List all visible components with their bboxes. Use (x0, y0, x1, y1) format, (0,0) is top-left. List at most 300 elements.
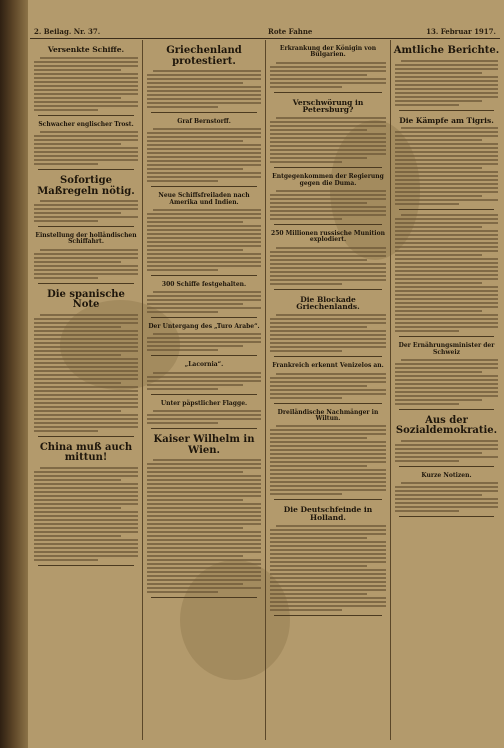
text-line (34, 414, 138, 416)
text-line (147, 531, 261, 533)
text-line (34, 515, 138, 517)
text-line (147, 168, 243, 170)
text-line (34, 253, 138, 255)
text-line (40, 467, 138, 469)
article-separator (151, 186, 257, 187)
article (393, 46, 500, 111)
article-body (270, 314, 386, 352)
article-separator (151, 394, 257, 395)
text-line (395, 391, 498, 393)
text-line (395, 395, 498, 397)
text-line (276, 117, 386, 119)
text-line (147, 94, 261, 96)
article (268, 46, 388, 93)
text-line (395, 183, 498, 185)
text-line (395, 175, 498, 177)
text-line (276, 62, 386, 64)
text-line (34, 410, 121, 412)
text-line (147, 539, 261, 541)
article-headline: Griechenland protestiert. (166, 45, 242, 67)
text-line (147, 295, 261, 297)
text-line (395, 286, 498, 288)
text-line (147, 575, 261, 577)
article-headline: Kurze Notizen. (421, 471, 472, 479)
text-line (147, 265, 261, 267)
text-line (34, 159, 138, 161)
text-line (34, 212, 121, 214)
text-line (395, 64, 498, 66)
text-line (395, 383, 498, 385)
text-line (276, 525, 386, 527)
text-line (270, 74, 367, 76)
text-line (395, 234, 498, 236)
text-line (34, 139, 138, 141)
text-line (395, 139, 482, 141)
text-line (395, 262, 498, 264)
text-line (34, 354, 121, 356)
text-line (147, 249, 243, 251)
text-line (147, 78, 261, 80)
text-line (270, 149, 386, 151)
text-line (395, 167, 482, 169)
text-line (395, 314, 498, 316)
text-line (34, 93, 138, 95)
text-line (147, 551, 261, 553)
article (393, 416, 500, 467)
text-line (34, 507, 121, 509)
article-headline: 300 Schiffe festgehalten. (161, 280, 247, 288)
text-line (34, 358, 138, 360)
text-line (270, 267, 386, 269)
text-line (34, 151, 138, 153)
text-line (34, 366, 138, 368)
article-headline: Dreiländische Nachmänger in Wiltun. (277, 408, 379, 422)
article-separator (399, 466, 494, 467)
text-line (147, 380, 261, 382)
text-line (34, 163, 98, 165)
article-body (395, 60, 498, 106)
text-line (395, 266, 498, 268)
text-line (395, 326, 498, 328)
article (268, 506, 388, 616)
text-line (34, 109, 98, 111)
article-separator (274, 92, 382, 93)
text-line (270, 445, 386, 447)
text-line (147, 106, 218, 108)
column-rule (142, 40, 143, 740)
article-headline: Einstellung der holländischen Schiffahrt. (35, 232, 137, 246)
article-separator (399, 209, 494, 210)
article (32, 290, 140, 437)
text-line (147, 535, 261, 537)
text-line (395, 246, 498, 248)
text-line (395, 254, 482, 256)
article-body (395, 127, 498, 205)
text-line (401, 440, 498, 442)
text-line (34, 551, 138, 553)
text-line (34, 269, 138, 271)
text-line (34, 147, 138, 149)
column-rule (265, 40, 266, 740)
text-line (270, 469, 386, 471)
text-line (147, 499, 243, 501)
text-line (34, 330, 138, 332)
text-line (270, 121, 386, 123)
text-line (34, 547, 138, 549)
text-line (147, 261, 261, 263)
text-line (270, 350, 342, 352)
article-body (270, 117, 386, 163)
text-line (270, 271, 386, 273)
text-line (270, 541, 386, 543)
article-headline: „Lacornia“. (184, 361, 224, 369)
text-line (395, 379, 498, 381)
text-line (153, 459, 261, 461)
text-line (147, 519, 261, 521)
text-line (34, 531, 138, 533)
text-line (270, 453, 386, 455)
text-line (147, 160, 261, 162)
text-line (395, 159, 498, 161)
text-line (270, 581, 386, 583)
text-line (34, 418, 138, 420)
article-separator (274, 224, 382, 225)
column-2 (145, 40, 263, 740)
text-line (395, 330, 459, 332)
text-line (395, 510, 459, 512)
text-line (276, 373, 386, 375)
text-line (395, 298, 498, 300)
text-line (147, 269, 218, 271)
text-line (270, 433, 386, 435)
text-line (270, 529, 386, 531)
text-line (270, 259, 367, 261)
article-body (34, 131, 138, 165)
text-line (147, 245, 261, 247)
text-line (270, 429, 386, 431)
text-line (147, 253, 261, 255)
text-line (395, 306, 498, 308)
text-line (395, 290, 498, 292)
text-line (270, 553, 386, 555)
text-line (395, 444, 498, 446)
text-line (270, 569, 386, 571)
text-line (153, 70, 261, 72)
text-line (395, 242, 498, 244)
text-line (34, 487, 138, 489)
text-line (270, 577, 386, 579)
article (393, 473, 500, 517)
text-line (34, 555, 138, 557)
article-body (147, 291, 261, 313)
text-line (395, 203, 459, 205)
text-line (34, 523, 138, 525)
text-line (270, 477, 386, 479)
text-line (147, 507, 261, 509)
article-headline: Sofortige Maßregeln nötig. (37, 175, 135, 197)
text-line (395, 92, 498, 94)
text-line (270, 605, 386, 607)
text-line (34, 265, 138, 267)
text-line (395, 88, 498, 90)
text-line (270, 218, 342, 220)
text-line (395, 506, 498, 508)
text-line (147, 475, 261, 477)
text-line (270, 545, 386, 547)
article-headline: Die Kämpfe am Tigris. (399, 115, 494, 125)
text-line (270, 275, 386, 277)
article (145, 282, 263, 318)
article (145, 362, 263, 394)
text-line (395, 147, 498, 149)
text-line (270, 82, 386, 84)
article-separator (399, 516, 494, 517)
text-line (270, 153, 386, 155)
text-line (147, 86, 261, 88)
text-line (395, 76, 498, 78)
text-line (270, 198, 386, 200)
text-line (270, 593, 367, 595)
text-line (270, 86, 342, 88)
text-line (270, 449, 386, 451)
text-line (34, 559, 98, 561)
article (32, 176, 140, 227)
text-line (401, 359, 498, 361)
issue-date: 13. Februar 1917. (426, 27, 496, 36)
text-line (270, 589, 386, 591)
text-line (270, 66, 386, 68)
article-separator (274, 499, 382, 500)
text-line (147, 491, 261, 493)
text-line (34, 539, 138, 541)
text-line (147, 233, 261, 235)
article-body (147, 459, 261, 593)
text-line (147, 543, 261, 545)
text-line (147, 559, 261, 561)
text-line (34, 394, 138, 396)
text-line (34, 378, 138, 380)
article-separator (38, 436, 134, 437)
text-line (395, 371, 482, 373)
text-line (270, 493, 342, 495)
text-line (395, 302, 498, 304)
text-line (147, 591, 218, 593)
text-line (147, 376, 261, 378)
article (145, 46, 263, 113)
text-line (395, 322, 498, 324)
text-line (270, 263, 386, 265)
text-line (147, 221, 243, 223)
text-line (147, 307, 261, 309)
article (145, 193, 263, 276)
text-line (34, 422, 138, 424)
text-line (34, 257, 138, 259)
text-line (34, 73, 138, 75)
article-body (34, 314, 138, 432)
article-body (395, 214, 498, 332)
text-line (147, 98, 261, 100)
article-body (270, 373, 386, 399)
text-line (395, 195, 482, 197)
text-line (34, 362, 138, 364)
article-headline: Verschwörung in Petersburg? (292, 97, 364, 115)
text-line (34, 479, 121, 481)
text-line (395, 452, 482, 454)
text-line (34, 81, 138, 83)
text-line (270, 338, 386, 340)
text-line (147, 349, 218, 351)
text-line (395, 230, 498, 232)
text-line (34, 535, 121, 537)
text-line (395, 100, 482, 102)
article (32, 46, 140, 116)
text-line (395, 498, 498, 500)
text-line (147, 563, 261, 565)
text-line (270, 609, 342, 611)
article-separator (38, 115, 134, 116)
text-line (270, 437, 367, 439)
text-line (395, 278, 498, 280)
article-separator (274, 615, 382, 616)
text-line (147, 229, 261, 231)
page-header (30, 26, 500, 39)
text-line (270, 537, 367, 539)
text-line (395, 187, 498, 189)
text-line (395, 318, 498, 320)
text-line (270, 202, 367, 204)
text-line (34, 483, 138, 485)
article (393, 214, 500, 337)
text-line (34, 406, 138, 408)
article-body (147, 410, 261, 424)
text-line (34, 527, 138, 529)
text-line (395, 143, 498, 145)
text-line (147, 515, 261, 517)
text-line (270, 573, 386, 575)
article (268, 296, 388, 358)
text-line (270, 441, 386, 443)
text-line (395, 363, 498, 365)
text-line (147, 583, 243, 585)
text-line (40, 249, 138, 251)
text-line (395, 191, 498, 193)
article (145, 324, 263, 356)
text-line (270, 157, 367, 159)
issue-number: 2. Beilag. Nr. 37. (34, 27, 101, 36)
text-line (270, 385, 367, 387)
text-line (34, 89, 138, 91)
text-line (395, 274, 498, 276)
text-line (147, 217, 261, 219)
text-line (147, 102, 261, 104)
article-separator (399, 409, 494, 410)
text-line (147, 345, 243, 347)
text-line (147, 567, 261, 569)
text-line (34, 398, 138, 400)
text-line (401, 482, 498, 484)
text-line (147, 237, 261, 239)
text-line (270, 133, 386, 135)
article-body (270, 62, 386, 88)
text-line (34, 386, 138, 388)
text-line (34, 471, 138, 473)
article-separator (151, 112, 257, 113)
text-line (147, 299, 261, 301)
text-line (270, 346, 386, 348)
text-line (147, 487, 261, 489)
article-headline: Unter päpstlicher Flagge. (160, 399, 248, 407)
text-line (270, 565, 367, 567)
text-line (147, 547, 261, 549)
article-headline: Amtliche Berichte. (393, 45, 500, 56)
text-line (147, 82, 243, 84)
text-line (147, 463, 261, 465)
text-line (40, 200, 138, 202)
article-separator (274, 356, 382, 357)
text-line (395, 250, 498, 252)
text-line (147, 571, 261, 573)
article-body (34, 57, 138, 111)
text-line (34, 220, 98, 222)
text-line (270, 161, 342, 163)
text-line (270, 78, 386, 80)
text-line (395, 494, 482, 496)
text-line (34, 338, 138, 340)
text-line (147, 213, 261, 215)
text-line (147, 418, 261, 420)
article-separator (151, 275, 257, 276)
text-line (401, 214, 498, 216)
text-line (276, 425, 386, 427)
text-line (270, 381, 386, 383)
text-line (147, 152, 261, 154)
text-line (395, 226, 482, 228)
text-line (395, 84, 498, 86)
article-body (270, 425, 386, 495)
text-line (147, 176, 261, 178)
text-line (34, 346, 138, 348)
book-binding (0, 0, 28, 748)
text-line (270, 255, 386, 257)
text-line (153, 372, 261, 374)
text-line (395, 151, 498, 153)
text-line (270, 334, 386, 336)
article-headline: Graf Bernstorff. (177, 118, 231, 125)
text-line (34, 204, 138, 206)
text-line (147, 90, 261, 92)
article (268, 231, 388, 290)
text-line (270, 597, 386, 599)
text-line (270, 377, 386, 379)
article (32, 443, 140, 566)
text-line (395, 375, 498, 377)
text-line (147, 414, 261, 416)
text-line (395, 282, 482, 284)
text-line (270, 125, 386, 127)
text-line (147, 74, 261, 76)
text-line (270, 489, 386, 491)
text-line (147, 257, 261, 259)
text-line (153, 410, 261, 412)
text-line (34, 208, 138, 210)
article-body (34, 467, 138, 561)
text-line (395, 199, 498, 201)
text-line (395, 163, 498, 165)
text-line (153, 333, 261, 335)
text-line (395, 238, 498, 240)
text-line (270, 485, 386, 487)
text-line (395, 135, 498, 137)
